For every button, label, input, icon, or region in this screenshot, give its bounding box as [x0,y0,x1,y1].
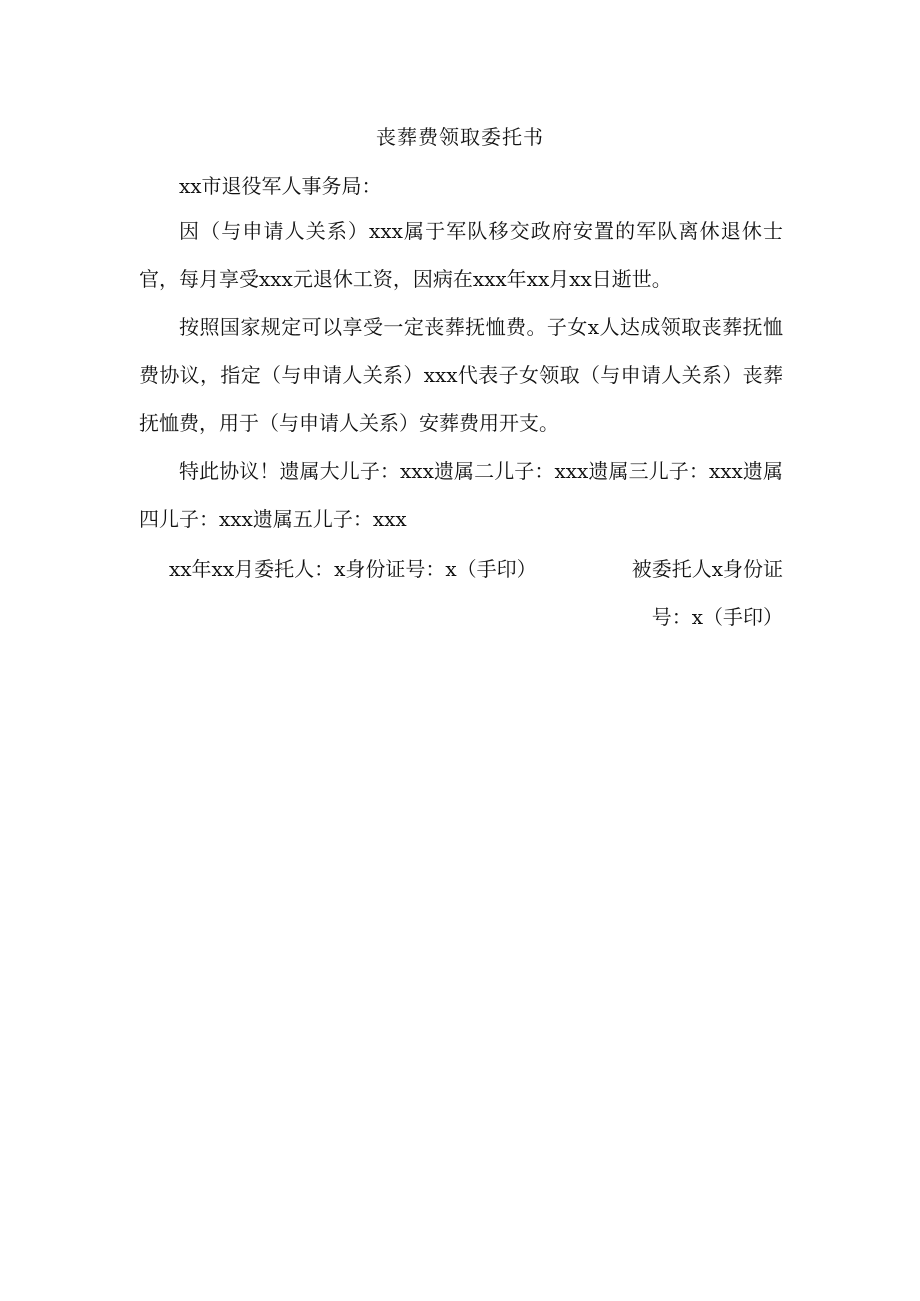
agent-signature-continued: 号：x（手印） [651,605,783,629]
signature-block [139,545,783,641]
signature-line [139,545,783,593]
principal-signature: xx年xx月委托人：x身份证号：x（手印） [169,557,537,581]
document-title: 丧葬费领取委托书 [376,125,544,149]
agent-signature-part1: 被委托人x身份证 [631,557,783,581]
paragraph-heirs: 特此协议！遗属大儿子：xxx遗属二儿子：xxx遗属三儿子：xxx遗属四儿子：xxx遗属五儿子：xxx [139,459,783,531]
paragraph-deceased-info: 因（与申请人关系）xxx属于军队移交政府安置的军队离休退休士官，每月享受xxx元退休工资，因病在xxx年xx月xx日逝世。 [139,219,783,291]
paragraph-agreement: 按照国家规定可以享受一定丧葬抚恤费。子女x人达成领取丧葬抚恤费协议，指定（与申请人关系）xxx代表子女领取（与申请人关系）丧葬抚恤费，用于（与申请人关系）安葬费用开支。 [139,315,783,435]
addressee-line: xx市退役军人事务局： [179,174,382,198]
